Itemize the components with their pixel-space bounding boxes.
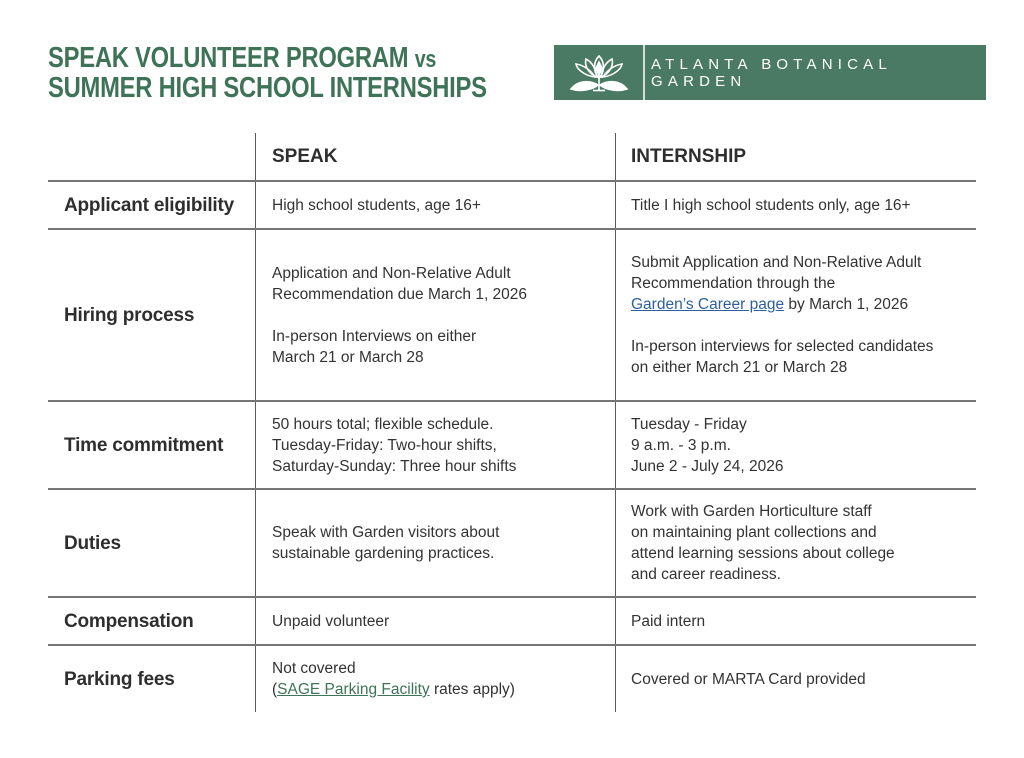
column-header-speak: SPEAK <box>255 133 615 180</box>
table-row-hiring-process <box>48 230 976 402</box>
row-label: Duties <box>64 532 121 554</box>
row-label: Time commitment <box>64 434 224 456</box>
row-label: Applicant eligibility <box>64 194 234 216</box>
header-empty-cell <box>48 133 255 180</box>
speak-duties: Speak with Garden visitors about sustainable gardening practices. <box>255 490 615 596</box>
table-row-compensation <box>48 598 976 646</box>
logo-wordmark: ATLANTA BOTANICAL GARDEN <box>651 55 892 90</box>
table-row-eligibility <box>48 182 976 230</box>
page-title <box>48 44 487 103</box>
table-row-parking-fees <box>48 646 976 712</box>
sage-parking-facility-link[interactable]: SAGE Parking Facility <box>277 681 430 698</box>
magnolia-flower-icon <box>554 45 645 100</box>
speak-time-commitment: 50 hours total; flexible schedule. Tuesday-Friday: Two-hour shifts, Saturday-Sunday: Three hour shifts <box>255 402 615 488</box>
comparison-table <box>48 133 976 712</box>
row-label: Parking fees <box>64 668 175 690</box>
column-header-internship: INTERNSHIP <box>615 133 976 180</box>
speak-eligibility: High school students, age 16+ <box>255 182 615 228</box>
table-row-duties <box>48 490 976 598</box>
speak-hiring-process: Application and Non-Relative Adult Recommendation due March 1, 2026 In-person Interviews on either March 21 or March 28 <box>255 230 615 400</box>
internship-eligibility: Title I high school students only, age 16+ <box>615 182 976 228</box>
internship-compensation: Paid intern <box>615 598 976 644</box>
row-label: Compensation <box>64 610 194 632</box>
table-row-time-commitment <box>48 402 976 490</box>
table-header-row <box>48 133 976 182</box>
atlanta-botanical-garden-logo <box>554 45 986 100</box>
title-line-2: SUMMER HIGH SCHOOL INTERNSHIPS <box>48 72 487 104</box>
row-label: Hiring process <box>64 304 195 326</box>
internship-time-commitment: Tuesday - Friday 9 a.m. - 3 p.m. June 2 - July 24, 2026 <box>615 402 976 488</box>
careers-page-link[interactable]: Garden’s Career page <box>631 296 785 313</box>
internship-duties: Work with Garden Horticulture staff on maintaining plant collections and attend learning sessions about college and career readiness. <box>615 490 976 596</box>
speak-compensation: Unpaid volunteer <box>255 598 615 644</box>
internship-hiring-process: Submit Application and Non-Relative Adult Recommendation through the Garden’s Career page by March 1, 2026 In-person interviews for selected candidates on either March 21 or March 28 <box>615 230 976 400</box>
speak-parking-fees: Not covered (SAGE Parking Facility rates apply) <box>255 646 615 712</box>
internship-parking-fees: Covered or MARTA Card provided <box>615 646 976 712</box>
title-line-1: SPEAK VOLUNTEER PROGRAM vs <box>48 42 437 74</box>
